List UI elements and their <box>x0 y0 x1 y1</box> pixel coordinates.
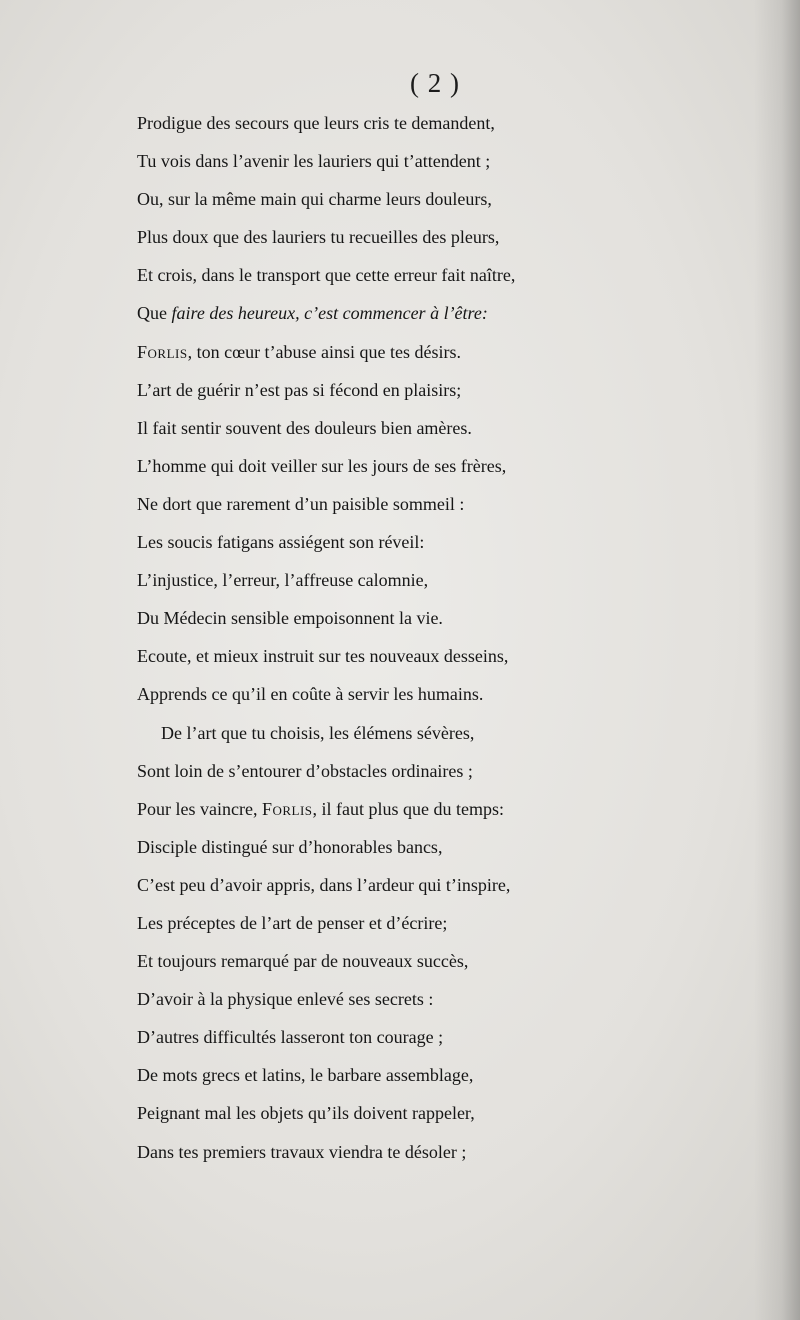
verse-text: Et crois, dans le transport que cette erreur fait naître, <box>137 265 516 286</box>
verse-text: Ecoute, et mieux instruit sur tes nouveaux desseins, <box>137 646 509 667</box>
verse-text: Apprends ce qu’il en coûte à servir les humains. <box>137 684 484 705</box>
verse-text: Prodigue des secours que leurs cris te demandent, <box>137 113 495 133</box>
verse-text: Dans tes premiers travaux viendra te désoler ; <box>137 1141 467 1162</box>
verse-line <box>137 599 797 637</box>
verse-line <box>137 980 797 1018</box>
verse-text: Du Médecin sensible empoisonnent la vie. <box>137 608 443 629</box>
verse-text: Ne dort que rarement d’un paisible sommeil : <box>137 493 465 514</box>
verse-line <box>137 180 797 218</box>
verse-line <box>137 637 797 675</box>
verse-text: Peignant mal les objets qu’ils doivent rappeler, <box>137 1103 475 1124</box>
verse-line <box>137 371 797 409</box>
verse-text: L’homme qui doit veiller sur les jours de ses frères, <box>137 455 507 476</box>
page-number: ( 2 ) <box>410 68 460 98</box>
verse-line <box>137 523 797 561</box>
verse-line <box>137 904 797 942</box>
verse-line <box>137 485 797 523</box>
verse-text: De mots grecs et latins, le barbare assemblage, <box>137 1065 474 1086</box>
verse-text: D’autres difficultés lasseront ton courage ; <box>137 1027 444 1048</box>
verse-line <box>137 752 797 790</box>
verse-text: , il faut plus que du temps: <box>312 798 505 819</box>
verse-text: Et toujours remarqué par de nouveaux succès, <box>137 951 469 972</box>
poem-text <box>137 104 797 1171</box>
verse-text: Disciple distingué sur d’honorables bancs, <box>137 836 443 857</box>
verse-text: Ou, sur la même main qui charme leurs douleurs, <box>137 189 492 210</box>
character-name: Forlis <box>137 341 188 362</box>
verse-text: Il fait sentir souvent des douleurs bien amères. <box>137 417 472 438</box>
verse-text: Plus doux que des lauriers tu recueilles des pleurs, <box>137 227 500 248</box>
verse-line <box>137 714 797 752</box>
verse-text: L’art de guérir n’est pas si fécond en plaisirs; <box>137 379 462 400</box>
verse-text: Que <box>137 303 172 324</box>
verse-text: Tu vois dans l’avenir les lauriers qui t’attendent ; <box>137 151 491 172</box>
verse-line <box>137 1094 797 1132</box>
verse-line <box>137 942 797 980</box>
verse-line <box>137 447 797 485</box>
verse-text: Sont loin de s’entourer d’obstacles ordinaires ; <box>137 760 473 781</box>
verse-line <box>137 790 797 828</box>
verse-line <box>137 409 797 447</box>
verse-text: Pour les vaincre, <box>137 798 262 819</box>
verse-text: Les préceptes de l’art de penser et d’écrire; <box>137 912 448 933</box>
verse-line <box>137 828 797 866</box>
verse-line <box>137 1018 797 1056</box>
verse-line <box>137 1133 797 1171</box>
verse-text: Les soucis fatigans assiégent son réveil: <box>137 532 425 553</box>
verse-line <box>137 675 797 713</box>
verse-text: L’injustice, l’erreur, l’affreuse calomnie, <box>137 570 429 591</box>
verse-line <box>137 256 797 294</box>
verse-text: D’avoir à la physique enlevé ses secrets : <box>137 989 434 1010</box>
verse-text: C’est peu d’avoir appris, dans l’ardeur qui t’inspire, <box>137 874 511 895</box>
italic-phrase: faire des heureux, c’est commencer à l’être: <box>171 303 488 324</box>
verse-line <box>137 333 797 371</box>
verse-line <box>137 294 797 332</box>
verse-line <box>137 866 797 904</box>
verse-text: , ton cœur t’abuse ainsi que tes désirs. <box>187 341 462 362</box>
character-name: Forlis <box>261 798 313 819</box>
verse-line <box>137 142 797 180</box>
verse-line <box>137 1056 797 1094</box>
verse-line <box>137 218 797 256</box>
verse-line <box>137 104 797 142</box>
verse-line <box>137 561 797 599</box>
verse-text: De l’art que tu choisis, les élémens sévères, <box>161 722 475 743</box>
